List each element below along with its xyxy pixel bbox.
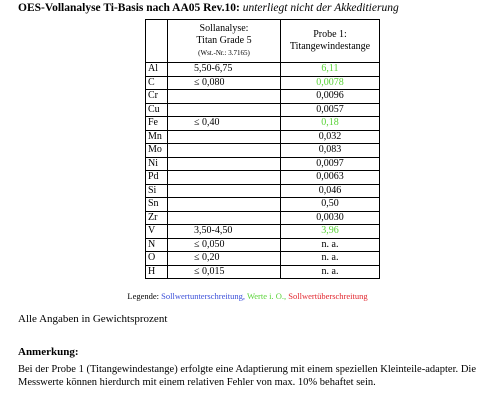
spec-header-line2: Titan Grade 5 (196, 35, 252, 46)
element-cell: V (146, 225, 168, 239)
table-row (146, 211, 380, 225)
element-cell: N (146, 238, 168, 252)
value-cell: 0,083 (281, 144, 380, 158)
probe-header-line1: Probe 1: (313, 29, 347, 40)
legend (0, 291, 495, 301)
element-cell: Cu (146, 103, 168, 117)
spec-cell (168, 184, 281, 198)
value-cell: 0,046 (281, 184, 380, 198)
table-row (146, 252, 380, 266)
document-title (18, 2, 399, 14)
table-row (146, 63, 380, 77)
element-cell: Si (146, 184, 168, 198)
table-row (146, 157, 380, 171)
remark-title: Anmerkung: (18, 346, 79, 358)
spec-cell: ≤ 0,20 (168, 252, 281, 266)
units-note: Alle Angaben in Gewichtsprozent (18, 313, 168, 325)
spec-cell: ≤ 0,050 (168, 238, 281, 252)
element-cell: Cr (146, 90, 168, 104)
header-spec-cell (168, 20, 281, 63)
value-cell: n. a. (281, 265, 380, 279)
value-cell: 0,0096 (281, 90, 380, 104)
value-cell: 0,0063 (281, 171, 380, 185)
element-cell: Mo (146, 144, 168, 158)
legend-over: Sollwertüberschreitung (288, 291, 368, 301)
legend-within: Werte i. O., (246, 291, 287, 301)
title-italic: unterliegt nicht der Akkeditierung (242, 2, 399, 14)
element-cell: Zr (146, 211, 168, 225)
spec-cell: 5,50-6,75 (168, 63, 281, 77)
spec-cell: ≤ 0,40 (168, 117, 281, 131)
element-cell: O (146, 252, 168, 266)
table-row (146, 117, 380, 131)
spec-cell: 3,50-4,50 (168, 225, 281, 239)
value-cell: 6,11 (281, 63, 380, 77)
element-cell: C (146, 76, 168, 90)
value-cell: 0,0078 (281, 76, 380, 90)
value-cell: 0,032 (281, 130, 380, 144)
element-cell: Pd (146, 171, 168, 185)
element-cell: Fe (146, 117, 168, 131)
spec-cell: ≤ 0,015 (168, 265, 281, 279)
title-bold: OES-Vollanalyse Ti-Basis nach AA05 Rev.10: (18, 2, 240, 14)
table-row (146, 265, 380, 279)
spec-cell (168, 90, 281, 104)
spec-cell (168, 211, 281, 225)
value-cell: 0,0097 (281, 157, 380, 171)
table-row (146, 171, 380, 185)
element-cell: Sn (146, 198, 168, 212)
table-row (146, 238, 380, 252)
element-cell: Al (146, 63, 168, 77)
value-cell: 0,50 (281, 198, 380, 212)
table-row (146, 76, 380, 90)
spec-cell (168, 198, 281, 212)
element-cell: Ni (146, 157, 168, 171)
remark-text: Bei der Probe 1 (Titangewindestange) erfolgte eine Adaptierung mit einem speziellen Kleinteile-adapter. Die Messwerte können hierdurch mit einem relativen Fehler von max. 10% behaftet sein. (18, 364, 476, 388)
value-cell: 3,96 (281, 225, 380, 239)
header-element-cell (146, 20, 168, 63)
spec-cell (168, 157, 281, 171)
legend-prefix: Legende: (127, 291, 160, 301)
value-cell: 0,18 (281, 117, 380, 131)
element-cell: Mn (146, 130, 168, 144)
spec-header-line1: Sollanalyse: (199, 23, 249, 34)
table-row (146, 184, 380, 198)
analysis-table (145, 19, 380, 279)
spec-cell (168, 171, 281, 185)
table-row (146, 130, 380, 144)
header-probe-cell (281, 20, 380, 63)
table-header-row (146, 20, 380, 63)
table-body (146, 63, 380, 279)
value-cell: n. a. (281, 252, 380, 266)
spec-cell: ≤ 0,080 (168, 76, 281, 90)
table-row (146, 103, 380, 117)
table-row (146, 90, 380, 104)
value-cell: n. a. (281, 238, 380, 252)
legend-under: Sollwertunterschreitung, (161, 291, 245, 301)
table-row (146, 144, 380, 158)
table-row (146, 198, 380, 212)
spec-cell (168, 103, 281, 117)
probe-header-line2: Titangewindestange (289, 41, 371, 52)
value-cell: 0,0030 (281, 211, 380, 225)
element-cell: H (146, 265, 168, 279)
value-cell: 0,0057 (281, 103, 380, 117)
table-row (146, 225, 380, 239)
spec-header-line3: (Wst.-Nr.: 3.7165) (198, 49, 250, 57)
spec-cell (168, 144, 281, 158)
spec-cell (168, 130, 281, 144)
